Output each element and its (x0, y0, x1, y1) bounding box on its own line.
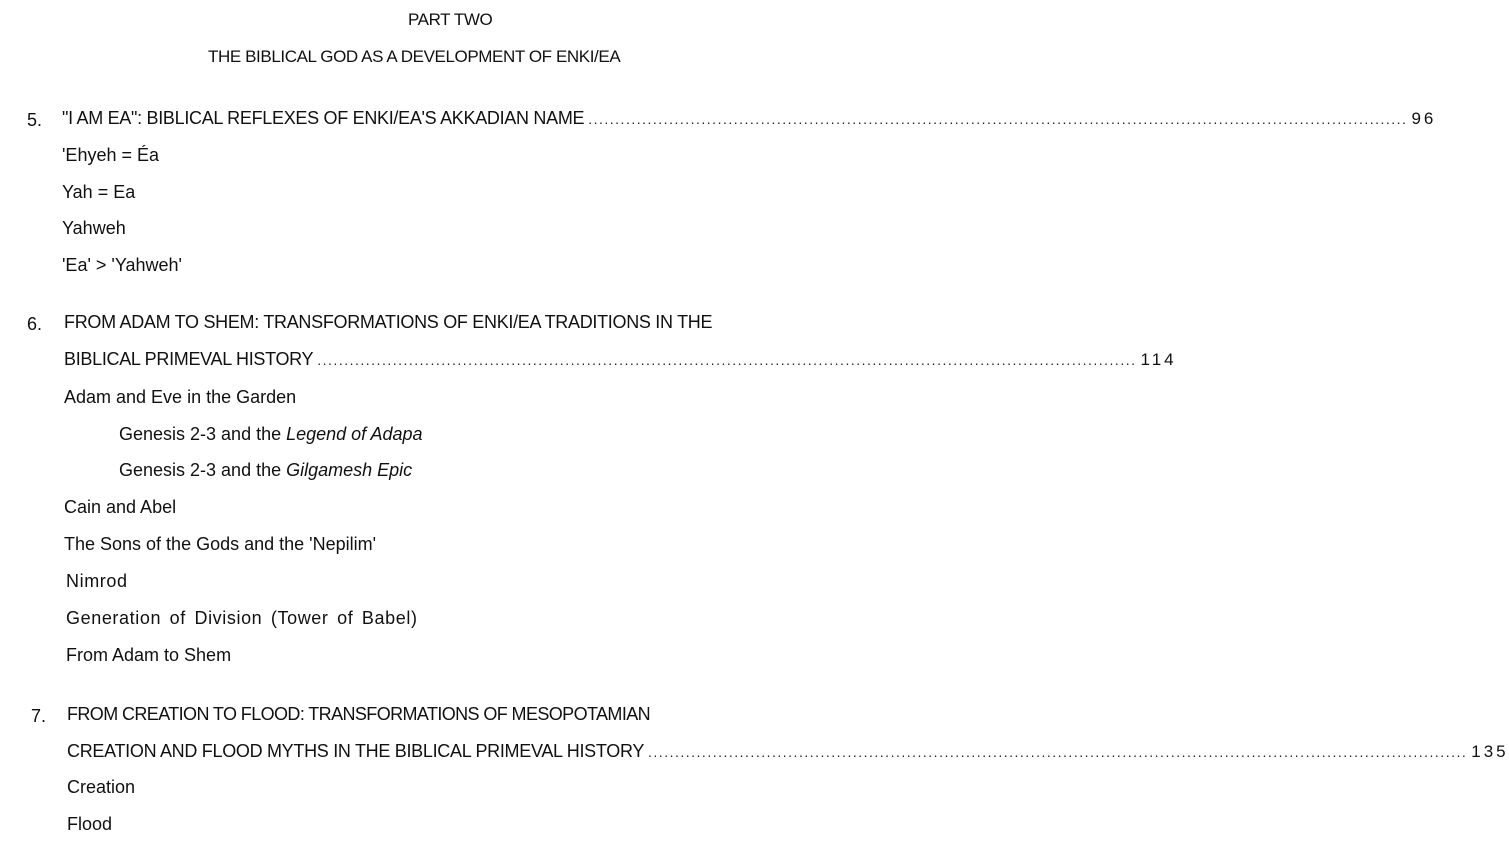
chapter-title-row (62, 108, 1437, 128)
toc-entry: Creation (67, 777, 136, 797)
chapter-number: 7. (31, 706, 47, 726)
toc-subentry (119, 461, 412, 479)
part-title: THE BIBLICAL GOD AS A DEVELOPMENT OF ENKI/EA (208, 47, 621, 66)
subentry-work-title: Gilgamesh Epic (286, 460, 413, 480)
toc-entry: The Sons of the Gods and the 'Nepilim' (64, 534, 377, 554)
chapter-title: "I AM EA": BIBLICAL REFLEXES OF ENKI/EA'S AKKADIAN NAME (62, 108, 585, 128)
chapter-title-row (64, 349, 1177, 369)
chapter-number: 6. (27, 314, 43, 334)
toc-entry: 'Ehyeh = Éa (62, 145, 160, 165)
toc-entry: Flood (67, 814, 113, 834)
part-label: PART TWO (408, 10, 493, 29)
toc-entry: Yahweh (62, 218, 126, 238)
page-number: 114 (1140, 350, 1177, 369)
toc-entry: 'Ea' > 'Yahweh' (62, 255, 182, 275)
chapter-number: 5. (27, 110, 43, 130)
toc-entry: Yah = Ea (62, 182, 136, 202)
chapter-title-continued: BIBLICAL PRIMEVAL HISTORY (64, 349, 314, 369)
toc-entry: Nimrod (66, 571, 128, 591)
toc-entry: Generation of Division (Tower of Babel) (66, 608, 418, 628)
page-number: 96 (1411, 109, 1437, 128)
subentry-prefix: Genesis 2-3 and the (119, 424, 287, 444)
chapter-title-continued: CREATION AND FLOOD MYTHS IN THE BIBLICAL PRIMEVAL HISTORY (67, 741, 645, 761)
subentry-work-title: Legend of Adapa (286, 424, 423, 444)
dot-leader: ........................................................................................................................................................ (588, 111, 1408, 127)
toc-entry: Cain and Abel (64, 497, 177, 517)
subentry-prefix: Genesis 2-3 and the (119, 460, 287, 480)
dot-leader: ........................................................................................................................................................ (648, 744, 1468, 760)
toc-entry: From Adam to Shem (66, 645, 232, 665)
dot-leader: ........................................................................................................................................................ (317, 352, 1137, 368)
toc-entry: Adam and Eve in the Garden (64, 387, 297, 407)
chapter-title-row (67, 741, 1509, 761)
chapter-title: FROM ADAM TO SHEM: TRANSFORMATIONS OF ENKI/EA TRADITIONS IN THE (64, 312, 713, 332)
toc-subentry (119, 425, 423, 443)
page-number: 135 (1471, 742, 1509, 761)
chapter-title: FROM CREATION TO FLOOD: TRANSFORMATIONS OF MESOPOTAMIAN (67, 704, 651, 724)
